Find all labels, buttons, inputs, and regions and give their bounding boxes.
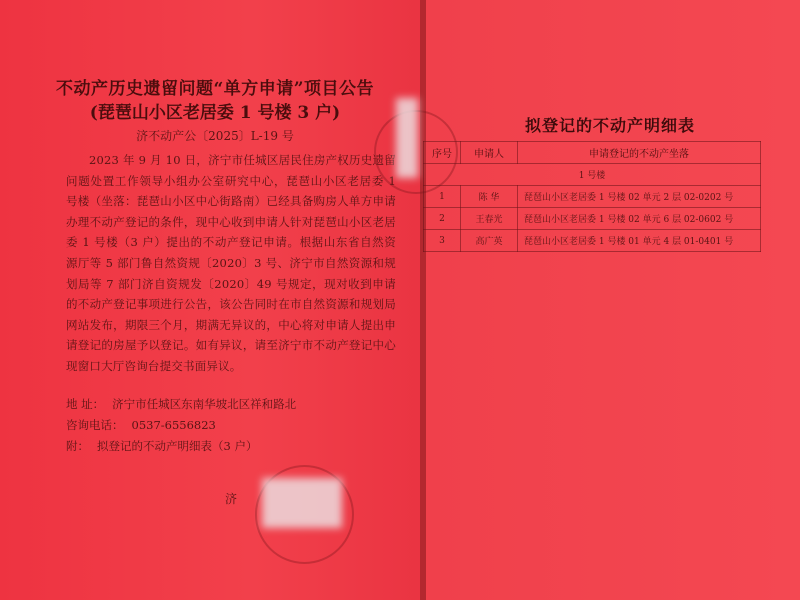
row-location: 琵琶山小区老居委 1 号楼 01 单元 4 层 01-0401 号 xyxy=(518,230,761,252)
row-no: 1 xyxy=(424,186,461,208)
row-location: 琵琶山小区老居委 1 号楼 02 单元 6 层 02-0602 号 xyxy=(518,208,761,230)
row-applicant: 陈 华 xyxy=(461,186,518,208)
row-no: 3 xyxy=(424,230,461,252)
address-label: 地 址： xyxy=(66,397,105,411)
notice-body-paragraph: 2023 年 9 月 10 日，济宁市任城区居民住房产权历史遗留问题处置工作领导小组办公室研究中心，琵琶山小区老居委 1 号楼（坐落：琵琶山小区中心街路南）已经具备购房人单方申请办理不动产登记的条件，现中心收到申请人针对琵琶山小区老居委 1 号楼（3 户）提出的不动产登记申请。根据山东省自然资源厅等 5 部门鲁自然资规〔2020〕3 号、济宁市自然资源和规划局等 7 部门济自资规发〔2020〕49 号规定，现对收到申请的不动产登记事项进行公告，该公告同时在市自然资源和规划局网站发布，期限三个月，期满无异议的，中心将对申请人提出申请登记的房屋予以登记。如有异议，请至济宁市不动产登记中心现窗口大厅咨询台提交书面异议。 xyxy=(66,153,396,373)
table-row xyxy=(424,186,761,208)
phone-label: 咨询电话： xyxy=(66,418,124,432)
address-value: 济宁市任城区东南华坡北区祥和路北 xyxy=(112,397,297,411)
detail-table-title: 拟登记的不动产明细表 xyxy=(524,116,695,135)
row-location: 琵琶山小区老居委 1 号楼 02 单元 2 层 02-0202 号 xyxy=(518,186,761,208)
address-line xyxy=(66,396,296,412)
table-row xyxy=(424,208,761,230)
redacted-signature-block xyxy=(262,478,342,528)
notice-title-line1: 不动产历史遗留问题“单方申请”项目公告 xyxy=(55,79,375,99)
property-detail-table xyxy=(423,141,761,252)
row-no: 2 xyxy=(424,208,461,230)
header-location: 申请登记的不动产坐落 xyxy=(518,142,761,164)
notice-title-line2: (琵琶山小区老居委 1 号楼 3 户) xyxy=(89,103,341,123)
phone-line xyxy=(66,417,216,433)
redacted-seal-block xyxy=(396,98,418,178)
table-header-row xyxy=(424,142,761,164)
row-applicant: 高广英 xyxy=(461,230,518,252)
group-row xyxy=(424,164,761,186)
signature-fragment: 济 xyxy=(225,492,238,506)
attachment-line xyxy=(66,438,257,454)
table-row xyxy=(424,230,761,252)
document-number: 济不动产公〔2025〕L-19 号 xyxy=(136,129,294,143)
attachment-label: 附： xyxy=(66,439,89,453)
detail-page-right xyxy=(426,0,800,600)
header-applicant: 申请人 xyxy=(461,142,518,164)
phone-value: 0537-6556823 xyxy=(131,418,216,432)
group-label: 1 号楼 xyxy=(424,164,761,186)
header-no: 序号 xyxy=(424,142,461,164)
row-applicant: 王春光 xyxy=(461,208,518,230)
attachment-value: 拟登记的不动产明细表（3 户） xyxy=(97,439,258,453)
